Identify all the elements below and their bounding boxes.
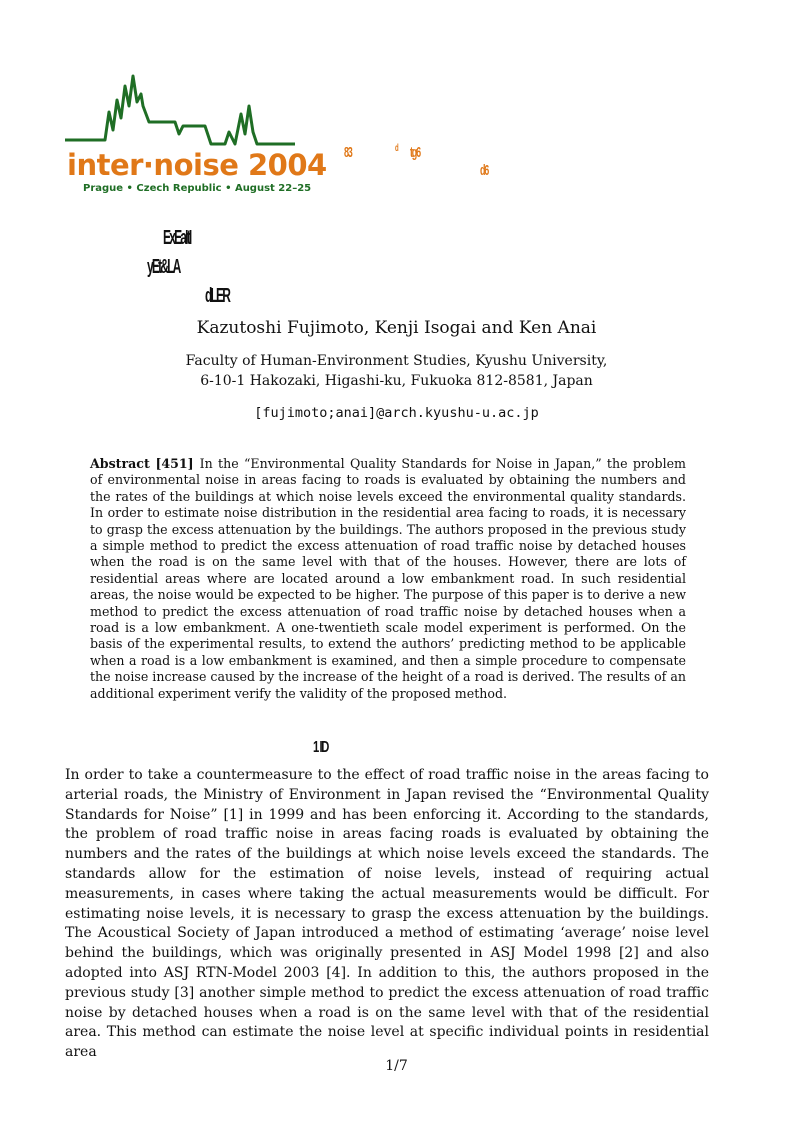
header-glyph-3: tg6 (410, 144, 420, 161)
waveform-graphic (65, 72, 295, 152)
abstract-label: Abstract [451] (90, 456, 194, 471)
conference-logo (65, 72, 327, 202)
header-glyph-4: d6 (480, 162, 489, 179)
section-heading: 1 ID (313, 739, 328, 756)
author-email: [fujimoto;anai]@arch.kyushu-u.ac.jp (254, 405, 539, 421)
abstract-text: In the “Environmental Quality Standards for Noise in Japan,” the problem of environmental noise in areas facing to roads is evaluated by obtaining the numbers and the rates of the buildings at which noise levels exceed the environmental quality standards. In order to estimate noise distribution in the residential area facing to roads, it is necessary to grasp the excess attenuation by the buildings. The authors proposed in the previous study a simple method to predict the excess attenuation of road traffic noise by detached houses when the road is on the same level with that of the houses. However, there are lots of residential areas where are located around a low embankment road. In such residential areas, the noise would be expected to be higher. The purpose of this paper is to derive a new method to predict the excess attenuation of road traffic noise by detached houses when a road is a low embankment. A one-twentieth scale model experiment is performed. On the basis of the experimental results, to extend the authors’ predicting method to be applicable when a road is a low embankment is examined, and then a simple procedure to compensate the noise increase caused by the increase of the height of a road is derived. The results of an additional experiment verify the validity of the proposed method. (90, 456, 686, 701)
title-glyph-line-3: dLER (205, 285, 230, 307)
logo-subtitle: Prague • Czech Republic • August 22–25 (83, 183, 312, 194)
author-list: Kazutoshi Fujimoto, Kenji Isogai and Ken Anai (196, 318, 597, 338)
title-glyph-line-2: yEt&LA (147, 256, 180, 278)
logo-wordmark: inter·noise 2004 (67, 148, 327, 182)
abstract (90, 456, 686, 702)
header-glyph-1: 83 (344, 144, 352, 161)
body-paragraph: In order to take a countermeasure to the effect of road traffic noise in the areas facing to arterial roads, the Ministry of Environment in Japan revised the “Environmental Quality Standards for Noise” [1] in 1999 and has been enforcing it. According to the standards, the problem of road traffic noise in areas facing roads is evaluated by obtaining the numbers and the rates of the buildings at which noise levels exceed the standards. The standards allow for the estimation of noise levels, instead of requiring actual measurements, in cases where taking the actual measurements would be difficult. For estimating noise levels, it is necessary to grasp the excess attenuation by the buildings. The Acoustical Society of Japan introduced a method of estimating ‘average’ noise level behind the buildings, which was originally presented in ASJ Model 1998 [2] and also adopted into ASJ RTN-Model 2003 [4]. In addition to this, the authors proposed in the previous study [3] another simple method to predict the excess attenuation of road traffic noise by detached houses when a road is on the same level with that of the residential area. This method can estimate the noise level at specific individual points in residential area (65, 767, 709, 1061)
affiliation-line-1: Faculty of Human-Environment Studies, Kyushu University, (185, 353, 608, 369)
affiliation-line-2: 6-10-1 Hakozaki, Higashi-ku, Fukuoka 812-8581, Japan (200, 373, 593, 389)
header-glyph-2: d (395, 143, 398, 154)
page-number: 1/7 (385, 1058, 408, 1074)
title-glyph-line-1: ExEaItI (163, 227, 191, 249)
